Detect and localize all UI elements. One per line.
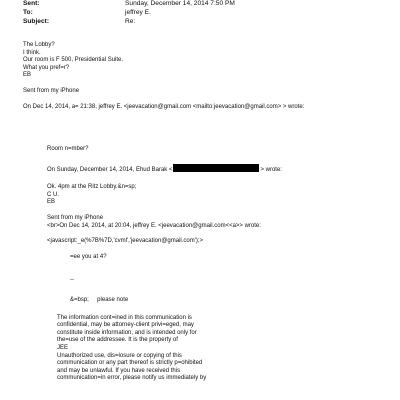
wrote-suffix: > wrote: [260, 166, 282, 173]
reply-line: The Lobby? [23, 42, 55, 48]
reply-line: I think. [23, 49, 41, 56]
eb-line: EB [47, 199, 56, 206]
reply-signature: Sent from my iPhone [23, 87, 80, 94]
room-number-line: Room n=mber? [47, 146, 89, 152]
to-label: To: [23, 9, 33, 16]
cu-line: C U. [47, 191, 59, 198]
quote-intro: On Dec 14, 2014, a= 21:38, jeffrey E. <jeevacation@gmail.com <mailto:jeevacation@gmail.com> > wrote: [23, 103, 305, 110]
wrote-prefix: On Sunday, December 14, 2014, Ehud Barak < [47, 166, 173, 173]
br-line: <br>On Dec 14, 2014, at 20:04, jeffrey E. <jeevacation@gmail.com<<a>> wrote: [47, 222, 261, 229]
reply-line: What you pref=r? [23, 64, 70, 71]
ok-line: Ok. 4pm at the Ritz Lobby.&n=sp; [47, 184, 137, 191]
subject-value: Re: [125, 18, 136, 25]
sent-value: Sunday, December 14, 2014 7:50 PM [125, 0, 235, 7]
reply-line: EB [23, 72, 32, 79]
subject-row [23, 18, 393, 27]
javascript-line: <javascript:_e(%7B%7D,'cvml','jeevacation@gmail.com');> [47, 238, 204, 245]
please-note-line: &=bsp; please note [70, 296, 129, 303]
see-you-line: =ee you at 4? [70, 253, 107, 260]
sent-row [23, 0, 393, 9]
reply-body [23, 42, 393, 111]
to-value: jeffrey E. [125, 9, 151, 16]
quoted-signature: Sent from my iPhone [47, 214, 104, 221]
disclaimer-line: communication or any part thereof is strictly p=ohibited [57, 360, 203, 367]
quoted-body [47, 146, 387, 383]
redaction-block [173, 164, 259, 172]
disclaimer [47, 315, 387, 383]
disclaimer-line: The information cont=ined in this communication is [57, 314, 192, 321]
sent-label: Sent: [23, 0, 40, 7]
reply-line: Our room is F 500, Presidential Suite. [23, 57, 124, 64]
to-row [23, 9, 393, 18]
email-header [23, 0, 393, 27]
disclaimer-line: and may be unlawful. If you have received this [57, 367, 181, 374]
disclaimer-line: Unauthorized use, dis=losure or copying of this [57, 352, 182, 359]
disclaimer-line: JEE [57, 344, 69, 351]
disclaimer-line: the=use of the addressee. It is the property of [57, 337, 178, 344]
dash-line: -- [70, 277, 74, 284]
disclaimer-line: communication=in error, please notify us immediately by [57, 375, 207, 382]
subject-label: Subject: [23, 18, 50, 25]
disclaimer-line: confidential, may be attorney-client privi=eged, may [57, 322, 194, 329]
wrote-line [47, 164, 387, 175]
disclaimer-line: constitute inside information, and is intended only for [57, 329, 197, 336]
